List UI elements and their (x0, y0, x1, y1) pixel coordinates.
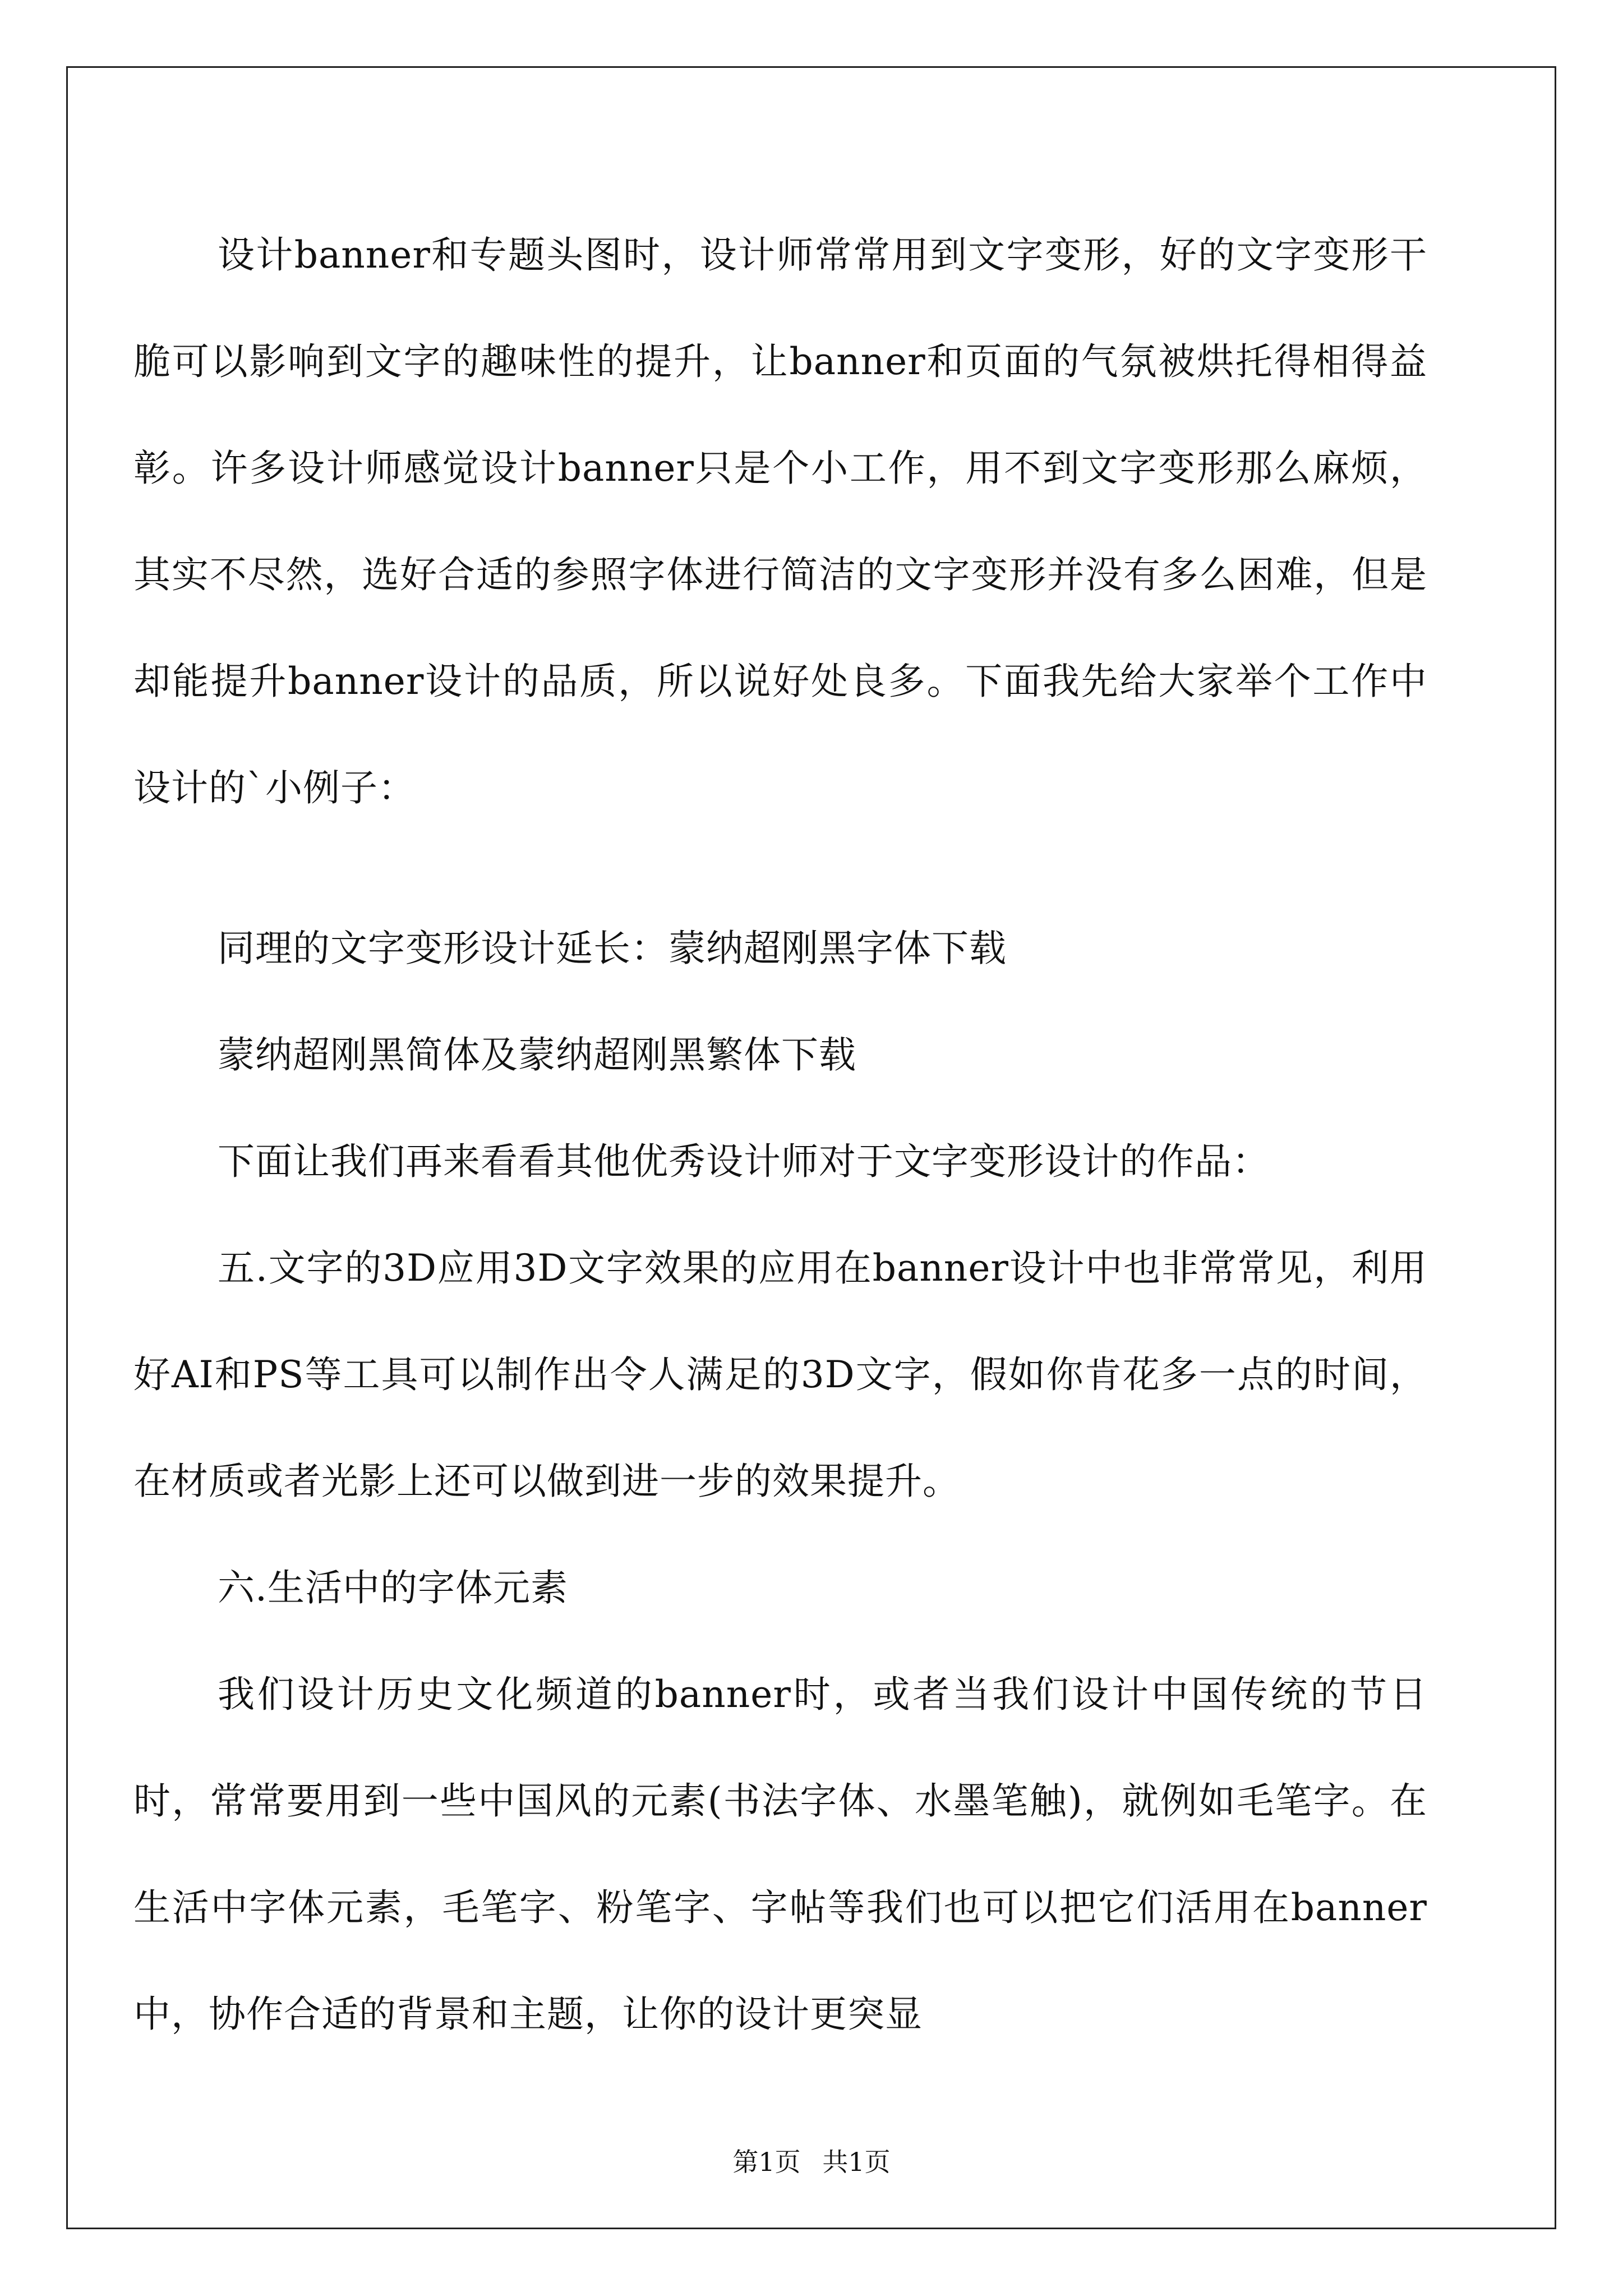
section-heading-6: 六.生活中的字体元素 (218, 1566, 568, 1609)
paragraph-section-5: 五.文字的3D应用3D文字效果的应用在banner设计中也非常常见，利用好AI和PS等工具可以制作出令人满足的3D文字，假如你肯花多一点的时间，在材质或者光影上还可以做到进一步的效果提升。 (133, 1246, 1427, 1503)
paragraph-extension-1: 同理的文字变形设计延长：蒙纳超刚黑字体下载 (218, 927, 1007, 970)
paragraph-extension-2: 蒙纳超刚黑简体及蒙纳超刚黑繁体下载 (218, 1033, 856, 1076)
paragraph-section-6: 我们设计历史文化频道的banner时，或者当我们设计中国传统的节日时，常常要用到一些中国风的元素(书法字体、水墨笔触)，就例如毛笔字。在生活中字体元素，毛笔字、粉笔字、字帖等我们也可以把它们活用在banner中，协作合适的背景和主题，让你的设计更突显 (133, 1673, 1427, 2036)
page-footer (0, 2142, 1623, 2179)
page-number: 第1页 (732, 2147, 801, 2177)
document-body (133, 202, 1427, 2068)
paragraph-intro: 设计banner和专题头图时，设计师常常用到文字变形，好的文字变形干脆可以影响到文字的趣味性的提升，让banner和页面的气氛被烘托得相得益彰。许多设计师感觉设计banner只是个小工作，用不到文字变形那么麻烦，其实不尽然，选好合适的参照字体进行简洁的文字变形并没有多么困难，但是却能提升banner设计的品质，所以说好处良多。下面我先给大家举个工作中设计的`小例子： (133, 233, 1427, 809)
page-total: 共1页 (822, 2147, 891, 2177)
paragraph-works-intro: 下面让我们再来看看其他优秀设计师对于文字变形设计的作品： (218, 1140, 1270, 1183)
